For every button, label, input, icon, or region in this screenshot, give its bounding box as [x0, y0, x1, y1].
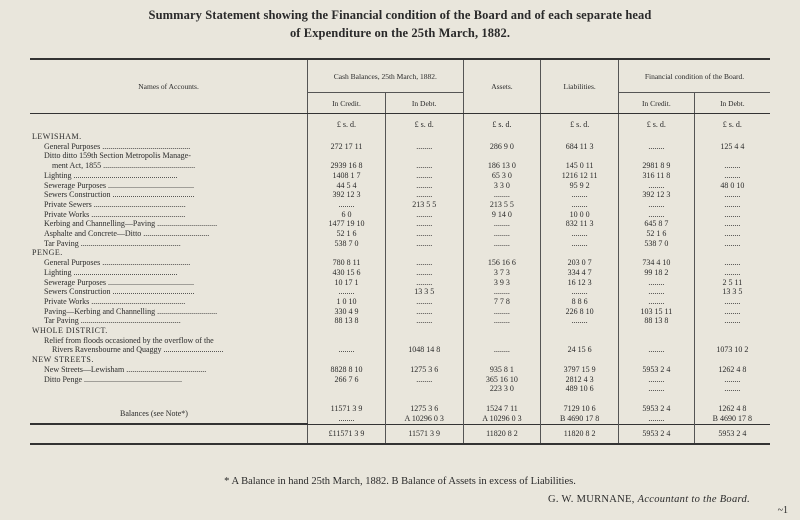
amount-cell: 935 8 1 — [463, 365, 541, 375]
balance-cell: ........ — [619, 414, 695, 425]
account-row — [30, 278, 770, 288]
header-liabilities: Liabilities. — [541, 59, 619, 114]
amount-cell — [385, 355, 463, 365]
header-names: Names of Accounts. — [30, 59, 308, 114]
amount-cell — [619, 132, 695, 142]
total-cell: 5953 2 4 — [619, 424, 695, 444]
account-row — [30, 190, 770, 200]
amount-cell — [694, 336, 770, 346]
balance-cell: 1275 3 6 — [385, 404, 463, 414]
amount-cell: 832 11 3 — [541, 219, 619, 229]
account-row — [30, 229, 770, 239]
account-name: Tar Paving .................................................. — [30, 239, 308, 249]
account-name: Ditto Penge ................................................. — [30, 375, 308, 385]
currency-label: £ s. d. — [308, 114, 386, 133]
amount-cell — [385, 248, 463, 258]
amount-cell — [385, 151, 463, 161]
amount-cell: ........ — [463, 239, 541, 249]
amount-cell: 186 13 0 — [463, 161, 541, 171]
amount-cell: 3797 15 9 — [541, 365, 619, 375]
amount-cell: ........ — [385, 219, 463, 229]
amount-cell: ........ — [724, 190, 741, 200]
balance-cell: 11571 3 9 — [308, 404, 386, 414]
amount-cell: ........ — [541, 239, 619, 249]
amount-cell — [541, 326, 619, 336]
amount-cell: 316 11 8 — [619, 171, 695, 181]
amount-cell: 365 16 10 — [463, 375, 541, 385]
amount-cell — [463, 326, 541, 336]
currency-label: £ s. d. — [722, 120, 742, 130]
amount-cell: 2981 8 9 — [619, 161, 695, 171]
amount-cell: ........ — [724, 229, 741, 239]
amount-cell: ........ — [619, 287, 695, 297]
amount-cell: 13 3 5 — [385, 287, 463, 297]
section-row — [30, 132, 770, 142]
amount-cell: ........ — [619, 345, 695, 355]
amount-cell: ........ — [463, 190, 541, 200]
amount-cell: ........ — [385, 268, 463, 278]
amount-cell: 203 0 7 — [541, 258, 619, 268]
balance-cell: ........ — [308, 414, 386, 425]
amount-cell: 9 14 0 — [463, 210, 541, 220]
amount-cell: 99 18 2 — [619, 268, 695, 278]
amount-cell: ........ — [385, 171, 463, 181]
amount-cell: ........ — [724, 316, 741, 326]
account-row — [30, 142, 770, 152]
account-name: Sewers Construction ......................................... — [30, 287, 308, 297]
amount-cell: ........ — [619, 384, 695, 394]
account-row — [30, 336, 770, 346]
account-name: Sewerage Purposes ........................................... — [30, 278, 308, 288]
amount-cell: ........ — [463, 316, 541, 326]
amount-cell: ........ — [619, 297, 695, 307]
amount-cell: ........ — [308, 200, 386, 210]
section-name: LEWISHAM. — [30, 132, 308, 142]
amount-cell: ........ — [385, 210, 463, 220]
amount-cell: ........ — [385, 239, 463, 249]
account-name: Ditto ditto 159th Section Metropolis Manage- — [30, 151, 308, 161]
account-row — [30, 200, 770, 210]
amount-cell: ........ — [724, 258, 741, 268]
account-name: Lighting .................................................... — [30, 171, 308, 181]
currency-label: £ s. d. — [619, 114, 695, 133]
amount-cell: 10 0 0 — [541, 210, 619, 220]
amount-cell: 538 7 0 — [308, 239, 386, 249]
currency-label: £ s. d. — [385, 114, 463, 133]
page-subtitle: of Expenditure on the 25th March, 1882. — [289, 26, 511, 40]
header-financial-condition: Financial condition of the Board. — [619, 59, 771, 93]
amount-cell: 2939 16 8 — [308, 161, 386, 171]
amount-cell: 24 15 6 — [541, 345, 619, 355]
balance-cell: 1262 4 8 — [718, 404, 747, 414]
amount-cell: 1275 3 6 — [385, 365, 463, 375]
amount-cell: 52 1 6 — [619, 229, 695, 239]
amount-cell: ........ — [463, 229, 541, 239]
amount-cell: 538 7 0 — [619, 239, 695, 249]
amount-cell: 88 13 8 — [308, 316, 386, 326]
account-name: General Purposes ............................................ — [30, 258, 308, 268]
amount-cell: 3 7 3 — [463, 268, 541, 278]
account-row — [30, 316, 770, 326]
total-cell: £11571 3 9 — [308, 424, 386, 444]
amount-cell: 1216 12 11 — [541, 171, 619, 181]
account-row — [30, 384, 770, 394]
signature-name: G. W. MURNANE, — [547, 494, 635, 505]
header-cash-balances: Cash Balances, 25th March, 1882. — [308, 59, 463, 93]
amount-cell: 125 4 4 — [720, 141, 745, 151]
amount-cell: ........ — [385, 181, 463, 191]
section-row — [30, 248, 770, 258]
amount-cell — [308, 326, 386, 336]
amount-cell: ........ — [541, 287, 619, 297]
amount-cell — [308, 132, 386, 142]
amount-cell — [541, 355, 619, 365]
account-name: New Streets—Lewisham ........................................ — [30, 365, 308, 375]
currency-label: £ s. d. — [463, 114, 541, 133]
amount-cell: ........ — [619, 200, 695, 210]
amount-cell: ........ — [385, 307, 463, 317]
amount-cell: ........ — [724, 161, 741, 171]
amount-cell: 489 10 6 — [541, 384, 619, 394]
header-fin-in-debt: In Debt. — [694, 93, 770, 114]
header-assets: Assets. — [463, 59, 541, 114]
amount-cell: ........ — [385, 316, 463, 326]
amount-cell: ........ — [385, 297, 463, 307]
account-row — [30, 171, 770, 181]
amount-cell: 16 12 3 — [541, 278, 619, 288]
account-row — [30, 345, 770, 355]
amount-cell: 2812 4 3 — [541, 375, 619, 385]
account-name: Sewerage Purposes ........................................... — [30, 181, 308, 191]
amount-cell — [694, 355, 770, 365]
amount-cell: 1262 4 8 — [718, 364, 747, 374]
amount-cell: 213 5 5 — [463, 200, 541, 210]
signature-title: Accountant to the Board. — [637, 494, 750, 505]
amount-cell: 95 9 2 — [541, 181, 619, 191]
amount-cell: 780 8 11 — [308, 258, 386, 268]
amount-cell: ........ — [308, 345, 386, 355]
amount-cell: 272 17 11 — [308, 142, 386, 152]
amount-cell — [619, 326, 695, 336]
page-title: Summary Statement showing the Financial condition of the Board and of each separate head — [148, 8, 652, 22]
amount-cell: ........ — [385, 229, 463, 239]
corner-mark: ~1 — [777, 505, 788, 516]
amount-cell: 8 8 6 — [541, 297, 619, 307]
amount-cell — [308, 336, 386, 346]
balance-cell: B 4690 17 8 — [712, 414, 753, 424]
section-name: NEW STREETS. — [30, 355, 308, 365]
amount-cell: ........ — [541, 200, 619, 210]
amount-cell: 334 4 7 — [541, 268, 619, 278]
amount-cell — [541, 132, 619, 142]
amount-cell: 392 12 3 — [619, 190, 695, 200]
amount-cell — [308, 151, 386, 161]
account-row — [30, 151, 770, 161]
amount-cell: ........ — [385, 278, 463, 288]
account-name: ment Act, 1855 .............................................. — [30, 161, 308, 171]
amount-cell: 5953 2 4 — [619, 365, 695, 375]
amount-cell: 3 3 0 — [463, 181, 541, 191]
account-name: Rivers Ravensbourne and Quaggy .............................. — [30, 345, 308, 355]
balance-cell: A 10296 0 3 — [463, 414, 541, 425]
amount-cell — [463, 132, 541, 142]
amount-cell — [694, 132, 770, 142]
amount-cell: ........ — [463, 287, 541, 297]
amount-cell — [385, 326, 463, 336]
account-name: Sewers Construction ......................................... — [30, 190, 308, 200]
signature — [548, 494, 750, 505]
amount-cell: ........ — [724, 296, 741, 306]
amount-cell — [619, 248, 695, 258]
amount-cell — [541, 336, 619, 346]
amount-cell: ........ — [541, 229, 619, 239]
account-name: Private Works ............................................... — [30, 210, 308, 220]
amount-cell — [694, 151, 770, 161]
amount-cell: ........ — [385, 375, 463, 385]
amount-cell: ........ — [619, 181, 695, 191]
amount-cell: ........ — [463, 307, 541, 317]
financial-statement-table — [30, 58, 770, 447]
amount-cell — [463, 355, 541, 365]
amount-cell: ........ — [724, 267, 741, 277]
amount-cell: 1477 19 10 — [308, 219, 386, 229]
amount-cell: 286 9 0 — [463, 142, 541, 152]
amount-cell: 1408 1 7 — [308, 171, 386, 181]
amount-cell — [385, 132, 463, 142]
section-row — [30, 326, 770, 336]
account-row — [30, 239, 770, 249]
account-row — [30, 219, 770, 229]
account-row — [30, 161, 770, 171]
account-name: Tar Paving .................................................. — [30, 316, 308, 326]
account-row — [30, 210, 770, 220]
amount-cell: 103 15 11 — [619, 307, 695, 317]
amount-cell — [385, 384, 463, 394]
amount-cell: ........ — [724, 199, 741, 209]
amount-cell: 156 16 6 — [463, 258, 541, 268]
amount-cell: 1 0 10 — [308, 297, 386, 307]
amount-cell — [619, 336, 695, 346]
balance-cell: 7129 10 6 — [541, 404, 619, 414]
amount-cell: 8828 8 10 — [308, 365, 386, 375]
amount-cell: 684 11 3 — [541, 142, 619, 152]
amount-cell — [694, 326, 770, 336]
amount-cell: ........ — [724, 170, 741, 180]
amount-cell — [463, 248, 541, 258]
amount-cell: ........ — [463, 219, 541, 229]
account-name: Private Works ............................................... — [30, 297, 308, 307]
amount-cell: ........ — [385, 161, 463, 171]
amount-cell: 2 5 11 — [722, 277, 743, 287]
amount-cell: ........ — [541, 316, 619, 326]
total-cell: 11571 3 9 — [385, 424, 463, 444]
amount-cell: ........ — [619, 375, 695, 385]
amount-cell: 645 8 7 — [619, 219, 695, 229]
balance-cell: A 10296 0 3 — [385, 414, 463, 425]
amount-cell — [308, 384, 386, 394]
amount-cell: ........ — [724, 374, 741, 384]
total-cell: 11820 8 2 — [463, 424, 541, 444]
amount-cell: ........ — [724, 219, 741, 229]
amount-cell: ........ — [619, 142, 695, 152]
account-name: General Purposes ............................................ — [30, 142, 308, 152]
balance-cell: 5953 2 4 — [619, 404, 695, 414]
amount-cell: 65 3 0 — [463, 171, 541, 181]
amount-cell: ........ — [724, 384, 741, 394]
amount-cell: 734 4 10 — [619, 258, 695, 268]
amount-cell — [463, 151, 541, 161]
amount-cell: ........ — [385, 258, 463, 268]
amount-cell: 6 0 — [308, 210, 386, 220]
account-row — [30, 375, 770, 385]
amount-cell: 213 5 5 — [385, 200, 463, 210]
account-row — [30, 365, 770, 375]
amount-cell — [541, 151, 619, 161]
amount-cell: 266 7 6 — [308, 375, 386, 385]
amount-cell: 145 0 11 — [541, 161, 619, 171]
account-row — [30, 297, 770, 307]
amount-cell: 52 1 6 — [308, 229, 386, 239]
account-name: Asphalte and Concrete—Ditto ................................. — [30, 229, 308, 239]
account-name: Kerbing and Channelling—Paving .............................. — [30, 219, 308, 229]
amount-cell: ........ — [724, 209, 741, 219]
amount-cell: 1073 10 2 — [716, 345, 749, 355]
amount-cell — [619, 151, 695, 161]
amount-cell — [541, 248, 619, 258]
amount-cell — [463, 336, 541, 346]
amount-cell: ........ — [724, 306, 741, 316]
amount-cell — [694, 248, 770, 258]
account-name: Relief from floods occasioned by the overflow of the — [30, 336, 308, 346]
amount-cell: 10 17 1 — [308, 278, 386, 288]
amount-cell: ........ — [619, 278, 695, 288]
balances-label: Balances (see Note*) — [30, 404, 308, 425]
amount-cell: 226 8 10 — [541, 307, 619, 317]
account-name: Lighting .................................................... — [30, 268, 308, 278]
amount-cell: 430 15 6 — [308, 268, 386, 278]
amount-cell: ........ — [308, 287, 386, 297]
account-row — [30, 287, 770, 297]
amount-cell: 88 13 8 — [619, 316, 695, 326]
amount-cell: 7 7 8 — [463, 297, 541, 307]
account-name: Private Sewers .............................................. — [30, 200, 308, 210]
header-cash-in-debt: In Debt. — [385, 93, 463, 114]
amount-cell: ........ — [724, 238, 741, 248]
account-name: Paving—Kerbing and Channelling .............................. — [30, 307, 308, 317]
amount-cell: ........ — [541, 190, 619, 200]
amount-cell: 330 4 9 — [308, 307, 386, 317]
section-row — [30, 355, 770, 365]
balance-cell: 1524 7 11 — [463, 404, 541, 414]
amount-cell: 3 9 3 — [463, 278, 541, 288]
total-cell: 11820 8 2 — [541, 424, 619, 444]
amount-cell: 1048 14 8 — [385, 345, 463, 355]
currency-label: £ s. d. — [541, 114, 619, 133]
account-row — [30, 307, 770, 317]
amount-cell: 392 12 3 — [308, 190, 386, 200]
amount-cell: 44 5 4 — [308, 181, 386, 191]
total-cell: 5953 2 4 — [694, 424, 770, 444]
amount-cell — [385, 336, 463, 346]
amount-cell — [308, 248, 386, 258]
section-name: PENGE. — [30, 248, 308, 258]
account-name — [30, 384, 308, 394]
header-cash-in-credit: In Credit. — [308, 93, 386, 114]
header-fin-in-credit: In Credit. — [619, 93, 695, 114]
section-name: WHOLE DISTRICT. — [30, 326, 308, 336]
account-row — [30, 181, 770, 191]
amount-cell — [308, 355, 386, 365]
amount-cell: ........ — [463, 345, 541, 355]
account-row — [30, 268, 770, 278]
amount-cell: ........ — [385, 142, 463, 152]
balance-cell: B 4690 17 8 — [541, 414, 619, 425]
amount-cell: ........ — [619, 210, 695, 220]
amount-cell: 13 3 5 — [722, 287, 743, 297]
amount-cell: 48 0 10 — [720, 180, 745, 190]
amount-cell: 223 3 0 — [463, 384, 541, 394]
amount-cell — [619, 355, 695, 365]
amount-cell: ........ — [385, 190, 463, 200]
account-row — [30, 258, 770, 268]
footnote: * A Balance in hand 25th March, 1882. B Balance of Assets in excess of Liabilities. — [224, 476, 576, 487]
